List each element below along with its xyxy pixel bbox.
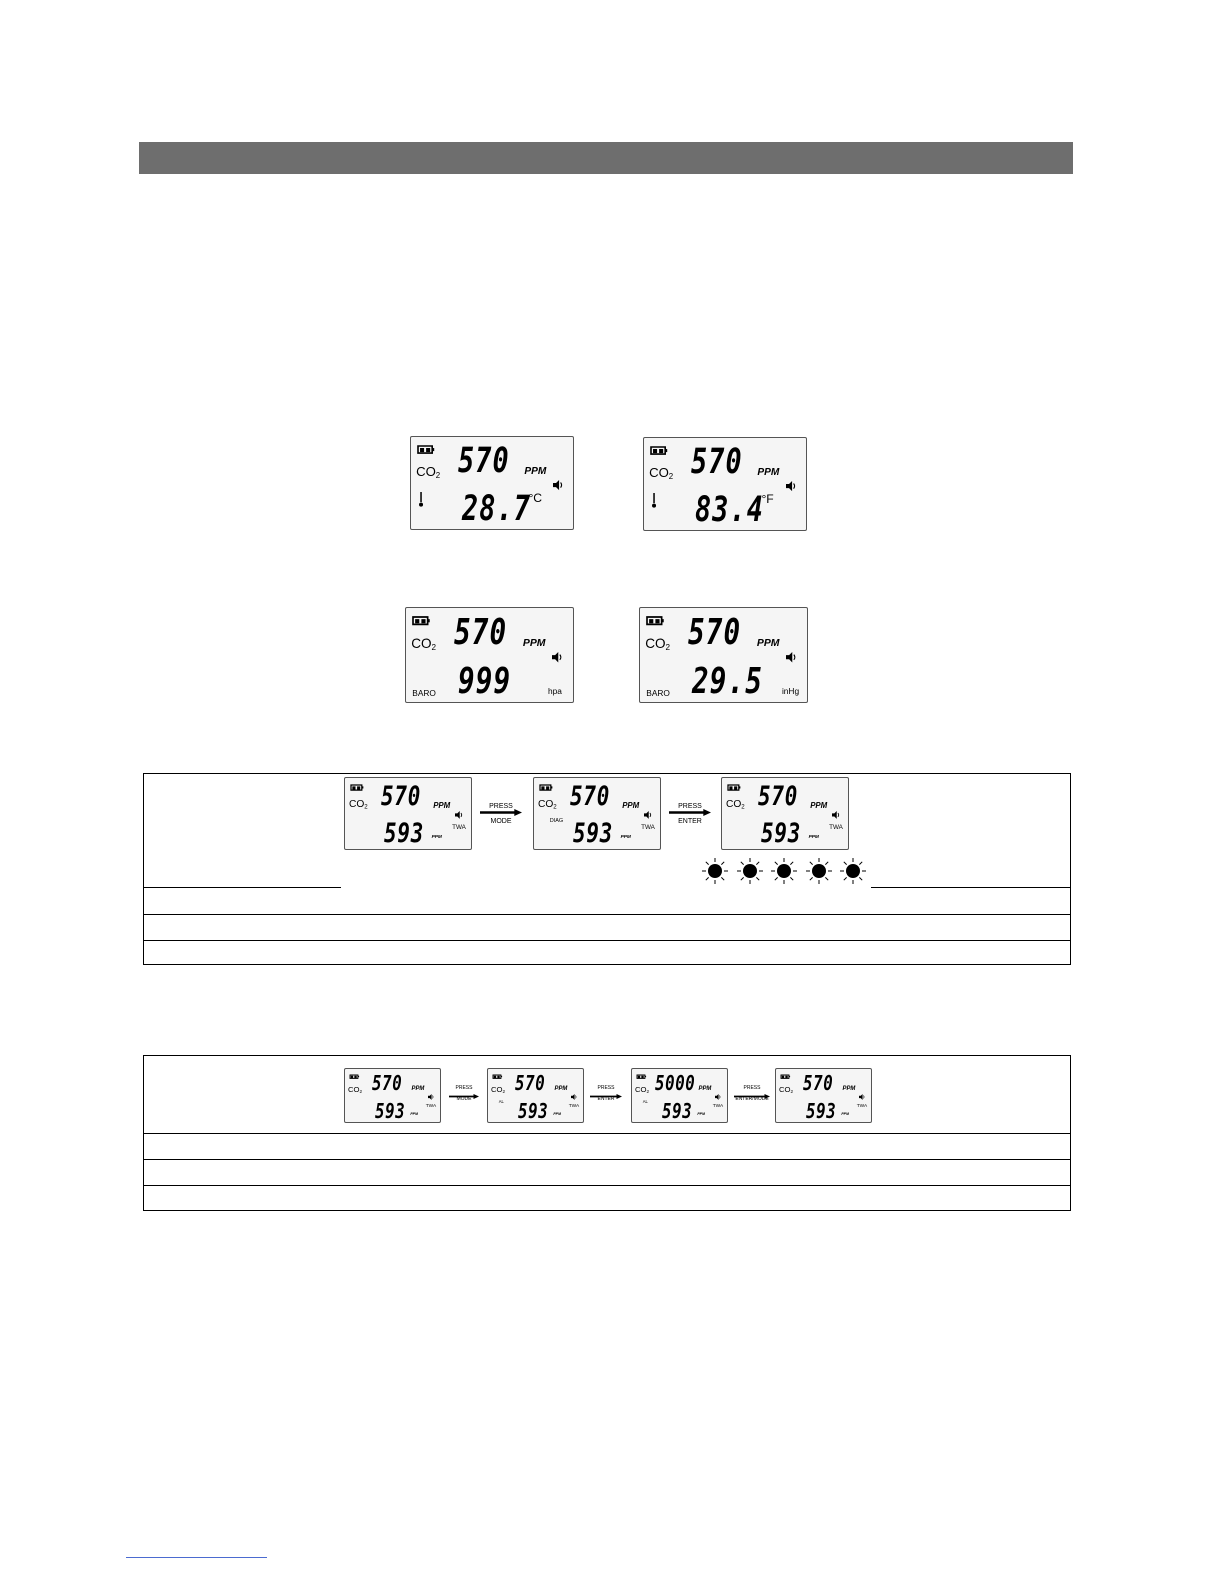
ppm-small-label: PPM (620, 835, 631, 841)
twa-label: TWA (452, 824, 466, 832)
co2-label: $CO_2$ (778, 1084, 794, 1094)
thermometer-icon (651, 493, 657, 507)
co2-label: $CO_2$ (416, 464, 441, 481)
arrow-label-key: ENTER (597, 1095, 615, 1102)
speaker-icon (571, 1094, 577, 1100)
arrow-label-press: PRESS (489, 803, 513, 810)
secondary-reading: 593 (661, 1099, 692, 1124)
ppm-unit-label: PPM (810, 800, 828, 810)
lcd-screen (631, 1068, 728, 1123)
co2-reading: 5000 (654, 1071, 695, 1096)
twa-label: TWA (641, 824, 655, 832)
ppm-small-label: PPM (808, 835, 819, 841)
pressure-unit: hpa (547, 686, 562, 697)
baro-label: BARO (646, 688, 670, 699)
al-label: AL (498, 1098, 504, 1104)
led-glyph (770, 857, 798, 885)
lcd-screen (775, 1068, 872, 1123)
led-glyph (736, 857, 764, 885)
arrow-label-key: ENTER/MODE (735, 1095, 769, 1102)
flashing-led-icon (770, 857, 798, 885)
secondary-reading: 29.5 (692, 661, 764, 703)
speaker-icon (832, 811, 840, 819)
co2-label: $CO_2$ (411, 636, 437, 653)
speaker-icon (553, 480, 563, 490)
battery-icon (650, 446, 668, 456)
lcd-screen (344, 777, 472, 850)
pressure-unit: inHg (781, 686, 800, 697)
ppm-small-label: PPM (553, 1111, 561, 1116)
flashing-led-icon (805, 857, 833, 885)
table-row-divider (144, 1133, 1070, 1134)
co2-label: $CO_2$ (725, 799, 745, 811)
co2-reading: 570 (758, 780, 799, 812)
ppm-unit-label: PPM (698, 1085, 712, 1092)
co2-label: $CO_2$ (490, 1084, 506, 1094)
co2-reading: 570 (690, 442, 743, 483)
led-glyph (839, 857, 867, 885)
arrow-label-key: MODE (490, 817, 512, 825)
twa-label: TWA (712, 1103, 724, 1109)
temperature-unit: °F (761, 491, 774, 506)
speaker-icon (455, 811, 463, 819)
speaker-icon (552, 652, 562, 662)
footnote-rule (126, 1557, 267, 1558)
co2-reading: 570 (570, 780, 611, 812)
lcd-screen (721, 777, 849, 850)
ppm-unit-label: PPM (554, 1085, 568, 1092)
ppm-unit-label: PPM (411, 1085, 425, 1092)
led-glyph (805, 857, 833, 885)
secondary-reading: 593 (374, 1099, 405, 1124)
arrow-label-press: PRESS (455, 1085, 473, 1091)
secondary-reading: 28.7 (461, 488, 531, 529)
secondary-reading: 593 (517, 1099, 548, 1124)
speaker-icon (786, 481, 796, 491)
table-row-divider (144, 1185, 1070, 1186)
flashing-led-icon (736, 857, 764, 885)
battery-icon (492, 1074, 503, 1080)
speaker-icon (715, 1094, 721, 1100)
battery-icon (646, 616, 665, 626)
ppm-unit-label: PPM (842, 1085, 856, 1092)
lcd-screen (410, 436, 574, 530)
ppm-small-label: PPM (697, 1111, 705, 1116)
co2-reading: 570 (381, 780, 422, 812)
twa-label: TWA (856, 1103, 868, 1109)
secondary-reading: 83.4 (694, 489, 764, 530)
co2-label: $CO_2$ (347, 1084, 363, 1094)
lcd-screen (344, 1068, 441, 1123)
co2-reading: 570 (803, 1071, 834, 1096)
arrow-right-icon (480, 809, 522, 816)
co2-label: $CO_2$ (645, 636, 671, 653)
speaker-icon (786, 652, 796, 662)
arrow-label-press: PRESS (597, 1085, 615, 1091)
flashing-led-icon (701, 857, 729, 885)
ppm-small-label: PPM (410, 1111, 418, 1116)
speaker-icon (428, 1094, 434, 1100)
ppm-unit-label: PPM (524, 466, 547, 478)
thermometer-icon (418, 492, 424, 506)
co2-reading: 570 (515, 1071, 546, 1096)
ppm-unit-label: PPM (522, 638, 546, 650)
co2-reading: 570 (457, 441, 510, 482)
lcd-screen (533, 777, 661, 850)
temperature-unit: °C (528, 490, 543, 505)
diag-label: DIAG (549, 817, 564, 824)
arrow-label-key: MODE (456, 1095, 472, 1102)
battery-icon (636, 1074, 647, 1080)
twa-label: TWA (829, 824, 843, 832)
twa-label: TWA (425, 1103, 437, 1109)
step-arrow (449, 1086, 479, 1102)
ppm-small-label: PPM (431, 835, 442, 841)
co2-label: $CO_2$ (348, 799, 368, 811)
ppm-unit-label: PPM (756, 638, 780, 650)
step-arrow (734, 1086, 770, 1102)
arrow-label-press: PRESS (743, 1085, 761, 1091)
battery-icon (412, 616, 431, 626)
ppm-unit-label: PPM (622, 800, 640, 810)
alarm-table (143, 1055, 1071, 1211)
co2-label: $CO_2$ (537, 799, 557, 811)
secondary-reading: 999 (458, 661, 512, 703)
speaker-icon (644, 811, 652, 819)
twa-label: TWA (568, 1103, 580, 1109)
co2-reading: 570 (688, 612, 742, 654)
co2-label: $CO_2$ (634, 1084, 650, 1094)
secondary-reading: 593 (573, 817, 614, 849)
lcd-screen (639, 607, 808, 703)
battery-icon (417, 445, 435, 455)
ppm-unit-label: PPM (757, 467, 780, 479)
step-arrow (669, 803, 711, 825)
battery-icon (350, 784, 364, 792)
secondary-reading: 593 (761, 817, 802, 849)
battery-icon (539, 784, 553, 792)
al-label: AL (642, 1098, 648, 1104)
secondary-reading: 593 (384, 817, 425, 849)
lcd-screen (487, 1068, 584, 1123)
baro-label: BARO (412, 688, 436, 699)
ppm-unit-label: PPM (433, 800, 451, 810)
ppm-small-label: PPM (841, 1111, 849, 1116)
secondary-reading: 593 (805, 1099, 836, 1124)
flashing-led-icon (839, 857, 867, 885)
co2-label: $CO_2$ (649, 465, 674, 482)
speaker-icon (859, 1094, 865, 1100)
lcd-screen (643, 437, 807, 531)
section-header-bar (139, 142, 1073, 174)
table-row-divider (144, 914, 1070, 915)
arrow-label-key: ENTER (678, 817, 702, 825)
step-arrow (590, 1086, 622, 1102)
co2-reading: 570 (372, 1071, 403, 1096)
arrow-right-icon (669, 809, 711, 816)
battery-icon (780, 1074, 791, 1080)
step-arrow (480, 803, 522, 825)
table-row-divider (144, 940, 1070, 941)
battery-icon (727, 784, 741, 792)
table-row-divider (144, 1159, 1070, 1160)
co2-reading: 570 (454, 612, 508, 654)
led-glyph (701, 857, 729, 885)
battery-icon (349, 1074, 360, 1080)
lcd-screen (405, 607, 574, 703)
arrow-label-press: PRESS (678, 803, 702, 810)
